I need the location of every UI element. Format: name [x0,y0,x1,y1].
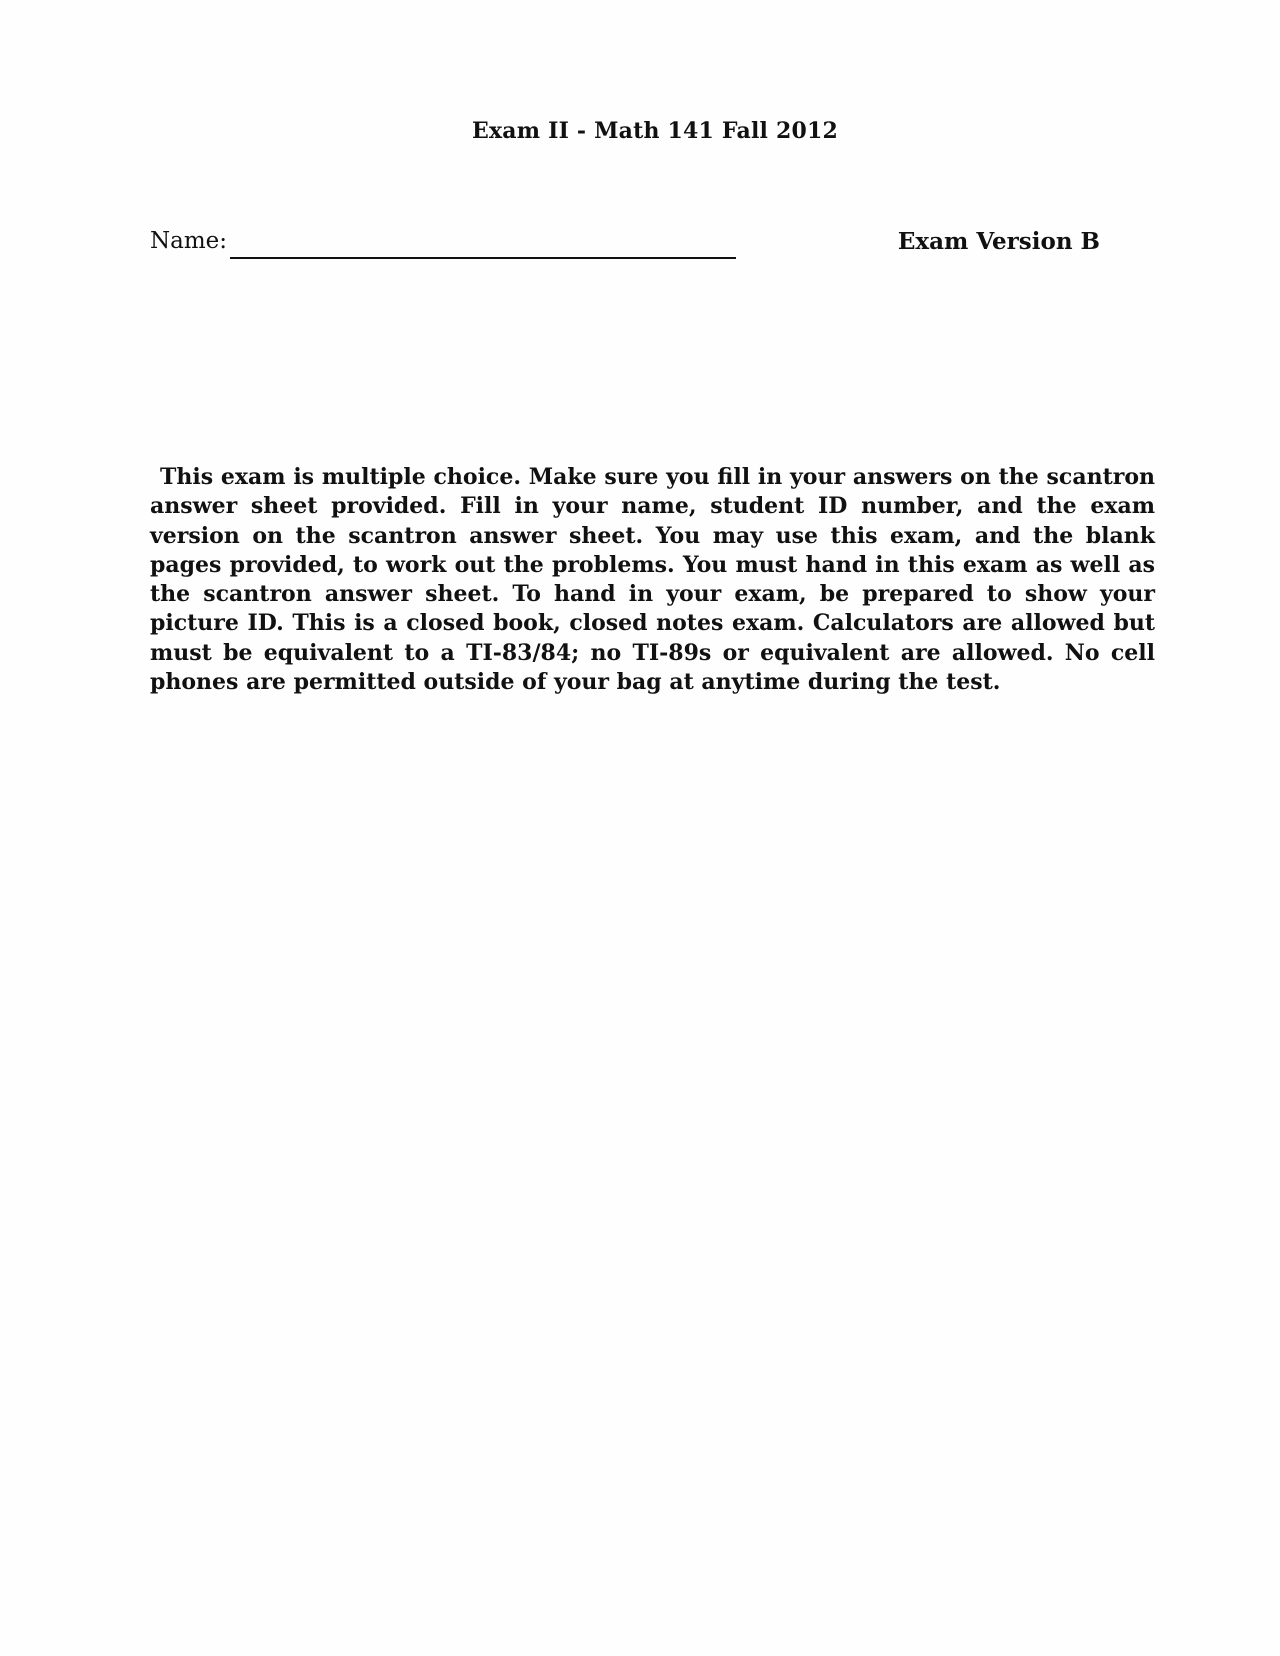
name-blank-line [230,257,736,259]
page-title: Exam II - Math 141 Fall 2012 [472,118,838,144]
exam-instructions: This exam is multiple choice. Make sure you fill in your answers on the scantron answer sheet provided. Fill in your name, student ID number, and the exam version on the scantron answer sheet. You may use this exam, and the blank pages provided, to work out the problems. You must hand in this exam as well as the scantron answer sheet. To hand in your exam, be prepared to show your picture ID. This is a closed book, closed notes exam. Calculators are allowed but must be equivalent to a TI-83/84; no TI-89s or equivalent are allowed. No cell phones are permitted outside of your bag at anytime during the test. [150,464,1155,696]
exam-version-label: Exam Version B [897,228,1100,255]
name-row [150,228,1100,268]
name-label: Name: [150,228,228,254]
